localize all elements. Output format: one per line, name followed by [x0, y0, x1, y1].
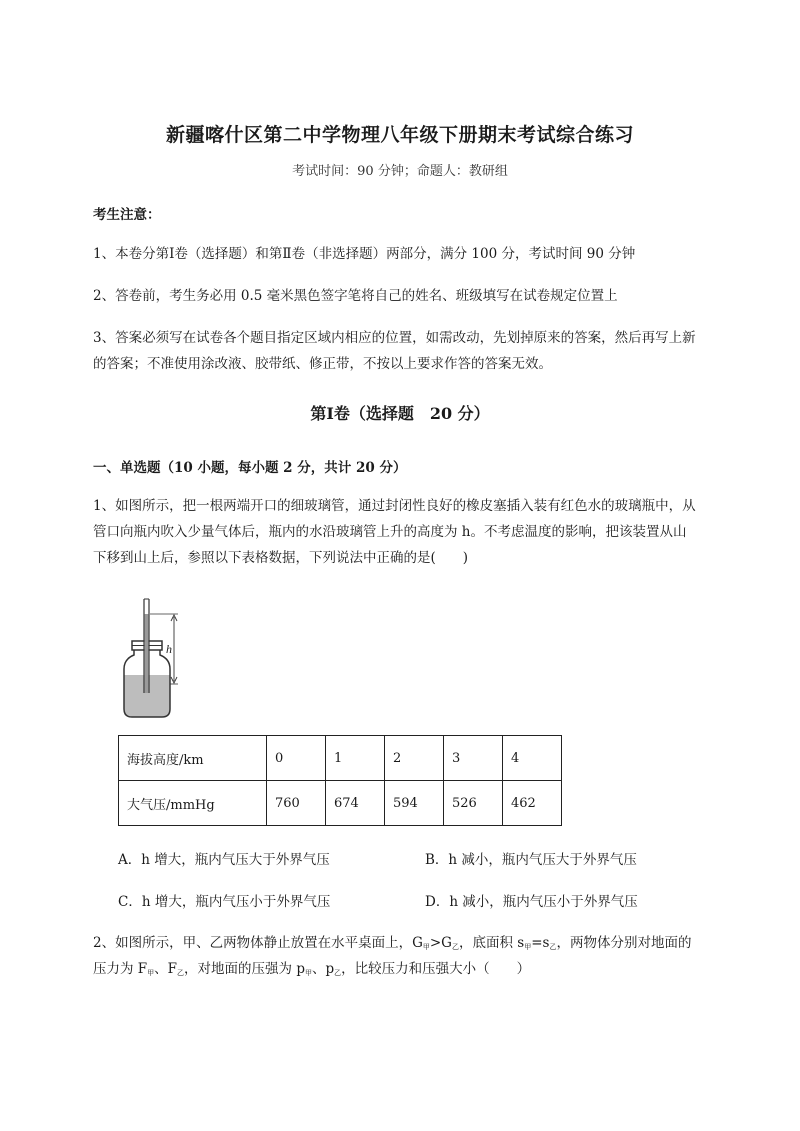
table-cell: 3: [444, 736, 503, 781]
bottle-figure: [118, 597, 200, 722]
notice-item-1: 1、本卷分第Ⅰ卷（选择题）和第Ⅱ卷（非选择题）两部分，满分 100 分，考试时间 90 分钟: [93, 246, 636, 262]
part-heading: 一、单选题（10 小题，每小题 2 分，共计 20 分）: [93, 460, 407, 476]
q2-line-1: 2、如图所示，甲、乙两物体静止放置在水平桌面上，$G_甲>G_乙$，底面积 $s_甲=s_乙$，两物体分别对地面的: [93, 935, 692, 951]
table-cell: 526: [444, 781, 503, 826]
exam-subtitle: 考试时间：90 分钟；命题人：教研组: [292, 164, 508, 179]
notice-heading: 考生注意：: [93, 207, 161, 223]
altitude-pressure-table: [118, 735, 562, 826]
height-label: h: [166, 642, 172, 656]
q1-line-2: 管口向瓶内吹入少量气体后，瓶内的水沿玻璃管上升的高度为 h。不考虑温度的影响，把该装置从山: [93, 524, 687, 540]
q1-option-d[interactable]: D．h 减小，瓶内气压小于外界气压: [425, 894, 638, 910]
notice-item-3: 3、答案必须写在试卷各个题目指定区域内相应的位置，如需改动，先划掉原来的答案，然后再写上新: [93, 330, 696, 346]
table-cell: 大气压/mmHg: [119, 781, 267, 826]
notice-item-2: 2、答卷前，考生务必用 0.5 毫米黑色签字笔将自己的姓名、班级填写在试卷规定位置上: [93, 288, 618, 304]
q1-option-b[interactable]: B．h 减小，瓶内气压大于外界气压: [425, 852, 637, 868]
table-cell: 674: [326, 781, 385, 826]
table-cell: 760: [267, 781, 326, 826]
exam-title: 新疆喀什区第二中学物理八年级下册期末考试综合练习: [165, 124, 634, 146]
table-cell: 海拔高度/km: [119, 736, 267, 781]
q1-line-3: 下移到山上后，参照以下表格数据，下列说法中正确的是( ): [93, 550, 469, 566]
table-cell: 4: [503, 736, 562, 781]
notice-item-3-cont: 的答案；不准使用涂改液、胶带纸、修正带，不按以上要求作答的答案无效。: [93, 356, 552, 372]
table-cell: 594: [385, 781, 444, 826]
table-cell: 2: [385, 736, 444, 781]
q1-option-c[interactable]: C．h 增大，瓶内气压小于外界气压: [118, 894, 331, 910]
table-row: [119, 781, 562, 826]
tube-water-column: [145, 614, 149, 693]
table-cell: 0: [267, 736, 326, 781]
table-cell: 1: [326, 736, 385, 781]
q1-option-a[interactable]: A．h 增大，瓶内气压大于外界气压: [118, 852, 330, 868]
q2-line-2: 压力为 $F_甲$、$F_乙$，对地面的压强为 $p_甲$、$p_乙$，比较压力和压强大小（ ）: [93, 961, 531, 977]
q1-line-1: 1、如图所示，把一根两端开口的细玻璃管，通过封闭性良好的橡皮塞插入装有红色水的玻璃瓶中，从: [93, 498, 696, 514]
table-row: [119, 736, 562, 781]
section-title: 第Ⅰ卷（选择题 20 分）: [310, 404, 490, 423]
table-cell: 462: [503, 781, 562, 826]
